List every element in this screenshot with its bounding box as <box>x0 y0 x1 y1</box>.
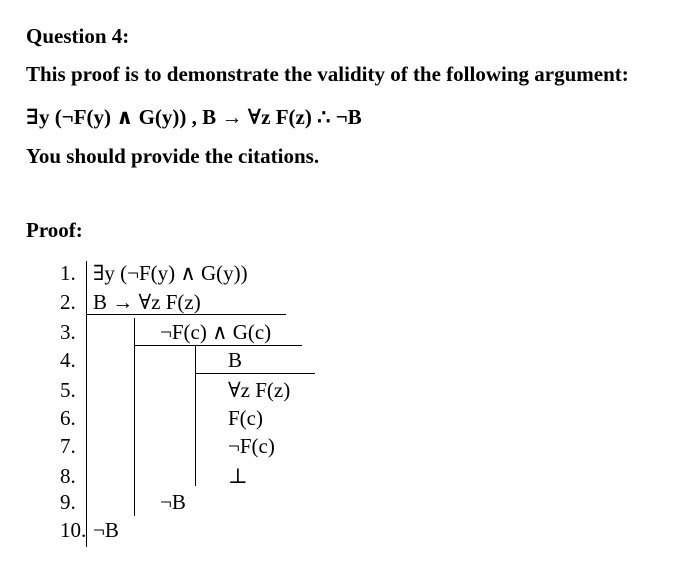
question-title: Question 4: <box>26 24 130 48</box>
line-number: 4. <box>60 348 76 372</box>
proof-heading: Proof: <box>26 218 83 242</box>
line-number: 1. <box>60 261 76 285</box>
citation-note: You should provide the citations. <box>26 144 320 168</box>
main-scope-line <box>86 261 87 547</box>
line-5-formula: ∀z F(z) <box>228 378 291 402</box>
contradiction-symbol: ⊥ <box>228 464 248 488</box>
line-number: 2. <box>60 290 76 314</box>
premise-separator <box>86 314 286 315</box>
line-number: 3. <box>60 320 76 344</box>
line-number: 6. <box>60 406 76 430</box>
line-number: 10. <box>60 518 87 542</box>
line-7-formula: ¬F(c) <box>228 434 275 458</box>
line-6-formula: F(c) <box>228 406 263 430</box>
subproof-2-assumption-bar <box>195 373 315 374</box>
question-instruction: This proof is to demonstrate the validity of the following argument: <box>26 62 629 86</box>
line-number: 9. <box>60 490 76 514</box>
argument: ∃y (¬F(y) ∧ G(y)) , B → ∀z F(z) ∴ ¬B <box>26 105 362 129</box>
premise-1: ∃y (¬F(y) ∧ G(y)) <box>93 261 248 285</box>
subproof-1-scope-line <box>134 318 135 516</box>
assumption-4: B <box>228 348 243 372</box>
conclusion-formula: ¬B <box>93 518 119 542</box>
premise-2: B → ∀z F(z) <box>93 290 201 314</box>
assumption-3: ¬F(c) ∧ G(c) <box>160 320 272 344</box>
subproof-1-assumption-bar <box>134 345 302 346</box>
subproof-2-scope-line <box>195 346 196 486</box>
line-9-formula: ¬B <box>160 490 186 514</box>
line-number: 7. <box>60 434 76 458</box>
line-number: 8. <box>60 464 76 488</box>
line-number: 5. <box>60 378 76 402</box>
